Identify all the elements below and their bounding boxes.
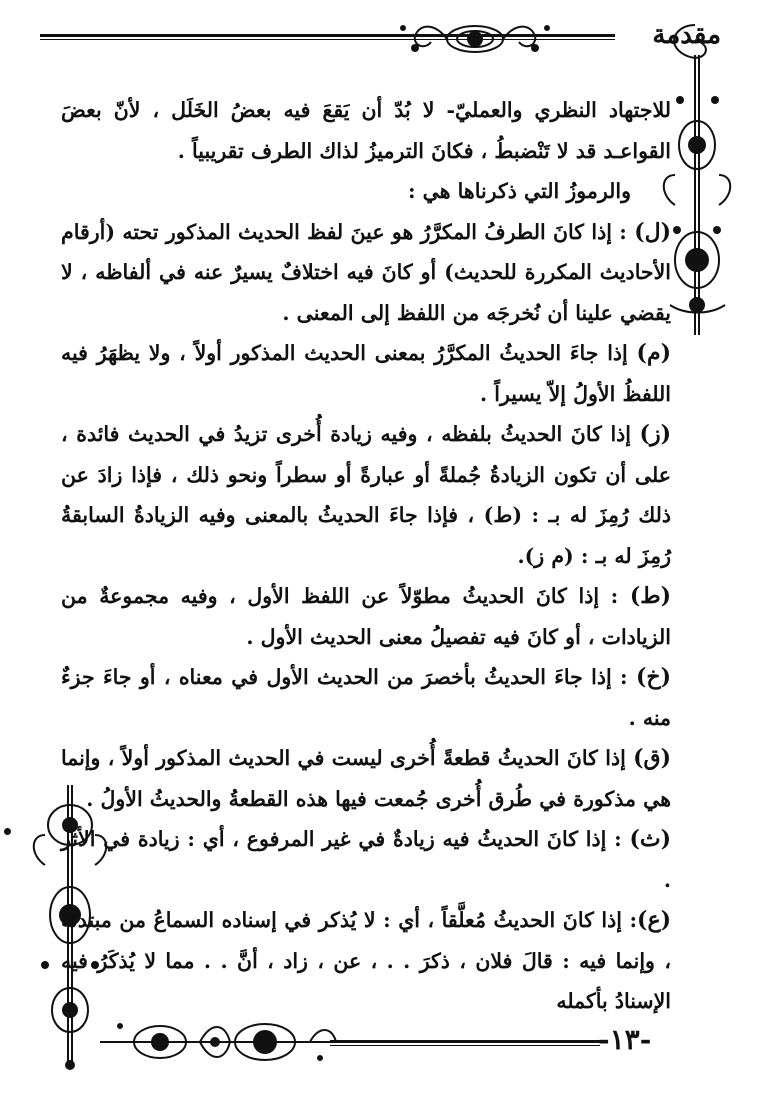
margin-dot	[4, 828, 11, 835]
page-header-title: مقدمة	[652, 20, 721, 50]
paragraph-symbol-ta: (ط) : إذا كانَ الحديثُ مطوّلاً عن اللفظ الأول ، وفيه مجموعةٌ من الزيادات ، أو كانَ فيه تفصيلُ معنى الحديث الأول .	[61, 583, 671, 649]
paragraph-symbol-qaf: (ق) إذا كانَ الحديثُ قطعةً أُخرى ليست في الحديث المذكور أولاً ، وإنما هي مذكورة في طُرق أُخرى جُمعت فيها هذه القطعةُ والحديثُ الأولُ .	[61, 745, 671, 811]
paragraph-symbol-kha: (خ) : إذا جاءَ الحديثُ بأخصرَ من الحديث الأول في معناه ، أو جاءَ جزءٌ منه .	[61, 664, 671, 730]
symbol-marker: (خ)	[635, 664, 671, 690]
footer-rule-thin	[330, 1045, 600, 1046]
paragraph-intro: للاجتهاد النظري والعمليّ- لا بُدّ أن يَقعَ فيه بعضُ الخَلَل ، لأنّ بعضَ القواعـد قد لا تَنْضبطُ ، فكانَ الترميزُ لذاك الطرف تقريبياً .	[61, 98, 671, 163]
page-number: -١٣-	[598, 1023, 652, 1056]
paragraph-symbol-lam: (ل) : إذا كانَ الطرفُ المكرَّرُ هو عينَ لفظ الحديث المذكور تحته (أرقام الأحاديث المكررة للحديث) أو كانَ فيه اختلافٌ يسيرٌ عنه في ألفاظه ، لا يقضي علينا أن نُخرجَه من اللفظ إلى المعنى .	[61, 218, 671, 325]
symbol-marker: (ث)	[629, 826, 671, 852]
paragraph-symbols-heading: والرموزُ التي ذكرناها هي :	[407, 179, 631, 203]
symbol-marker: (ق)	[633, 745, 671, 771]
symbol-marker: (ل)	[634, 218, 671, 245]
footer-rule	[330, 1040, 600, 1043]
symbol-marker: (ط)	[629, 583, 671, 609]
paragraph-symbol-mim: (م) إذا جاءَ الحديثُ المكرَّرُ بمعنى الحديث المذكور أولاً ، ولا يظهَرُ فيه اللفظُ الأولُ إلاّ يسيراً .	[61, 340, 671, 406]
body-text	[61, 90, 671, 1022]
paragraph-symbol-zay: (ز) إذا كانَ الحديثُ بلفظه ، وفيه زيادة أُخرى تزيدُ في الحديث فائدة ، على أن تكون الزيادةُ جُملةً أو عبارةً أو سطراً ونحو ذلك ، فإذا زادَ عن ذلك رُمِزَ له بـ : (ط) ، فإذا جاءَ الحديثُ بالمعنى وفيه الزيادةُ السابقةُ رُمِزَ له بـ : (م ز).	[61, 421, 671, 568]
paragraph-symbol-tha: (ث) : إذا كانَ الحديثُ فيه زيادةٌ في غير المرفوع ، أي : زيادة في الأثر .	[61, 826, 671, 892]
top-ornament	[395, 18, 555, 60]
symbol-marker: (م)	[636, 340, 671, 366]
paragraph-symbol-ain: (ع): إذا كانَ الحديثُ مُعلَّقاً ، أي : لا يُذكر في إسناده السماعُ من مبتدئه ، وإنما فيه : قالَ فلان ، ذكرَ . . ، عن ، زاد ، أنَّ . . مما لا يُذكَرُ فيه الإسنادُ بأكمله	[61, 907, 671, 1013]
symbol-marker: (ز)	[639, 421, 671, 447]
symbol-marker: (ع)	[637, 907, 671, 933]
